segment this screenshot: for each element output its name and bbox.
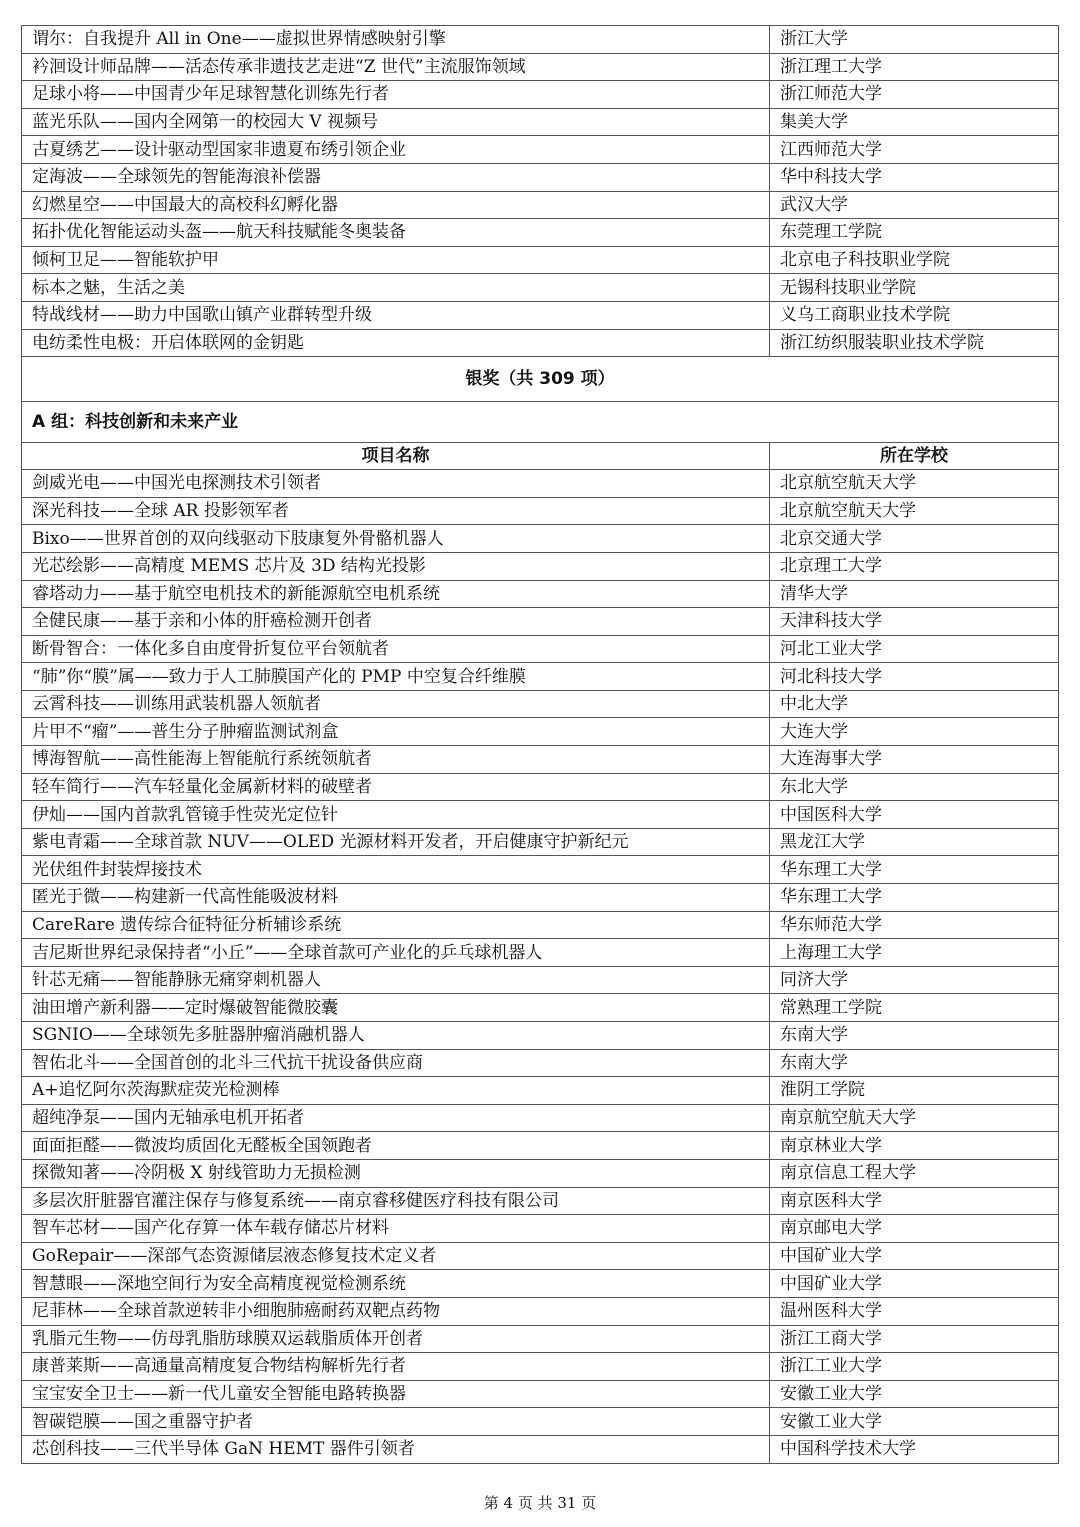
school-cell: 华东理工大学 — [770, 884, 1059, 912]
project-name-cell: 博海智航——高性能海上智能航行系统领航者 — [22, 746, 770, 774]
table-row — [22, 1270, 1059, 1298]
project-name-cell: 光芯绘影——高精度 MEMS 芯片及 3D 结构光投影 — [22, 552, 770, 580]
table-row — [22, 497, 1059, 525]
school-cell: 华东理工大学 — [770, 856, 1059, 884]
school-cell: 东北大学 — [770, 773, 1059, 801]
school-cell: 江西师范大学 — [770, 136, 1059, 164]
project-name-cell: A+追忆阿尔茨海默症荧光检测棒 — [22, 1077, 770, 1105]
school-cell: 北京理工大学 — [770, 552, 1059, 580]
top-rows — [22, 26, 1059, 357]
project-name-cell: 多层次肝脏器官灌注保存与修复系统——南京睿移健医疗科技有限公司 — [22, 1187, 770, 1215]
school-cell: 浙江师范大学 — [770, 81, 1059, 109]
table-row — [22, 246, 1059, 274]
project-name-cell: 轻车简行——汽车轻量化金属新材料的破壁者 — [22, 773, 770, 801]
table-row — [22, 690, 1059, 718]
school-cell: 南京林业大学 — [770, 1132, 1059, 1160]
table-row — [22, 1242, 1059, 1270]
project-name-cell: 特战线材——助力中国歌山镇产业群转型升级 — [22, 301, 770, 329]
project-name-cell: SGNIO——全球领先多脏器肿瘤消融机器人 — [22, 1022, 770, 1050]
table-row — [22, 26, 1059, 54]
project-name-cell: 芯创科技——三代半导体 GaN HEMT 器件引领者 — [22, 1435, 770, 1463]
school-cell: 北京交通大学 — [770, 525, 1059, 553]
table-row — [22, 53, 1059, 81]
project-name-cell: 睿塔动力——基于航空电机技术的新能源航空电机系统 — [22, 580, 770, 608]
silver-rows — [22, 470, 1059, 1463]
school-cell: 浙江大学 — [770, 26, 1059, 54]
school-cell: 华东师范大学 — [770, 911, 1059, 939]
table-row — [22, 994, 1059, 1022]
table-row — [22, 801, 1059, 829]
school-cell: 淮阴工学院 — [770, 1077, 1059, 1105]
project-name-cell: 乳脂元生物——仿母乳脂肪球膜双运载脂质体开创者 — [22, 1325, 770, 1353]
table-row — [22, 1104, 1059, 1132]
project-name-cell: 智慧眼——深地空间行为安全高精度视觉检测系统 — [22, 1270, 770, 1298]
school-cell: 中国矿业大学 — [770, 1242, 1059, 1270]
table-row — [22, 1297, 1059, 1325]
project-name-cell: GoRepair——深部气态资源储层液态修复技术定义者 — [22, 1242, 770, 1270]
project-name-cell: 谓尔：自我提升 All in One——虚拟世界情感映射引擎 — [22, 26, 770, 54]
table-row — [22, 1159, 1059, 1187]
school-cell: 中北大学 — [770, 690, 1059, 718]
table-row — [22, 580, 1059, 608]
project-name-cell: 云霄科技——训练用武装机器人领航者 — [22, 690, 770, 718]
project-name-cell: 深光科技——全球 AR 投影领军者 — [22, 497, 770, 525]
school-cell: 集美大学 — [770, 108, 1059, 136]
school-cell: 北京航空航天大学 — [770, 497, 1059, 525]
table-row — [22, 1408, 1059, 1436]
school-cell: 浙江工业大学 — [770, 1353, 1059, 1381]
school-cell: 大连海事大学 — [770, 746, 1059, 774]
school-cell: 清华大学 — [770, 580, 1059, 608]
table-row — [22, 884, 1059, 912]
school-cell: 南京邮电大学 — [770, 1215, 1059, 1243]
table-row — [22, 136, 1059, 164]
project-name-cell: 吉尼斯世界纪录保持者“小丘”——全球首款可产业化的乒乓球机器人 — [22, 939, 770, 967]
project-name-cell: 油田增产新利器——定时爆破智能微胶囊 — [22, 994, 770, 1022]
header-project-name: 项目名称 — [22, 443, 770, 470]
project-name-cell: 剑威光电——中国光电探测技术引领者 — [22, 470, 770, 498]
school-cell: 中国科学技术大学 — [770, 1435, 1059, 1463]
school-cell: 武汉大学 — [770, 191, 1059, 219]
project-name-cell: 蓝光乐队——国内全网第一的校园大 V 视频号 — [22, 108, 770, 136]
school-cell: 无锡科技职业学院 — [770, 274, 1059, 302]
project-name-cell: 足球小将——中国青少年足球智慧化训练先行者 — [22, 81, 770, 109]
school-cell: 北京航空航天大学 — [770, 470, 1059, 498]
school-cell: 浙江理工大学 — [770, 53, 1059, 81]
school-cell: 华中科技大学 — [770, 163, 1059, 191]
project-name-cell: 定海波——全球领先的智能海浪补偿器 — [22, 163, 770, 191]
project-name-cell: 超纯净泵——国内无轴承电机开拓者 — [22, 1104, 770, 1132]
group-title: A 组：科技创新和未来产业 — [22, 402, 1059, 443]
section-title: 银奖（共 309 项） — [22, 357, 1059, 402]
silver-section — [22, 357, 1059, 470]
table-row — [22, 274, 1059, 302]
project-name-cell: Bixo——世界首创的双向线驱动下肢康复外骨骼机器人 — [22, 525, 770, 553]
project-name-cell: 针芯无痛——智能静脉无痛穿刺机器人 — [22, 966, 770, 994]
school-cell: 河北工业大学 — [770, 635, 1059, 663]
table-row — [22, 1325, 1059, 1353]
project-name-cell: 幻燃星空——中国最大的高校科幻孵化器 — [22, 191, 770, 219]
table-row — [22, 939, 1059, 967]
school-cell: 安徽工业大学 — [770, 1380, 1059, 1408]
page-footer: 第 4 页 共 31 页 — [483, 1494, 597, 1512]
header-row — [22, 443, 1059, 470]
school-cell: 温州医科大学 — [770, 1297, 1059, 1325]
school-cell: 天津科技大学 — [770, 608, 1059, 636]
school-cell: 南京航空航天大学 — [770, 1104, 1059, 1132]
table-row — [22, 108, 1059, 136]
project-name-cell: 古夏绣艺——设计驱动型国家非遗夏布绣引领企业 — [22, 136, 770, 164]
school-cell: 上海理工大学 — [770, 939, 1059, 967]
award-table — [21, 25, 1059, 1464]
school-cell: 中国医科大学 — [770, 801, 1059, 829]
project-name-cell: 宝宝安全卫士——新一代儿童安全智能电路转换器 — [22, 1380, 770, 1408]
table-row — [22, 1049, 1059, 1077]
project-name-cell: CareRare 遗传综合征特征分析辅诊系统 — [22, 911, 770, 939]
table-row — [22, 1215, 1059, 1243]
section-title-row — [22, 357, 1059, 402]
project-name-cell: 伊灿——国内首款乳管镜手性荧光定位针 — [22, 801, 770, 829]
table-row — [22, 329, 1059, 357]
school-cell: 常熟理工学院 — [770, 994, 1059, 1022]
group-title-row — [22, 402, 1059, 443]
table-row — [22, 525, 1059, 553]
project-name-cell: 断骨智合：一体化多自由度骨折复位平台领航者 — [22, 635, 770, 663]
school-cell: 南京医科大学 — [770, 1187, 1059, 1215]
table-row — [22, 1077, 1059, 1105]
project-name-cell: 衿洄设计师品牌——活态传承非遗技艺走进“Z 世代”主流服饰领域 — [22, 53, 770, 81]
project-name-cell: 倾柯卫足——智能软护甲 — [22, 246, 770, 274]
table-row — [22, 1435, 1059, 1463]
project-name-cell: 电纺柔性电极：开启体联网的金钥匙 — [22, 329, 770, 357]
table-row — [22, 828, 1059, 856]
project-name-cell: 智碳铠膜——国之重器守护者 — [22, 1408, 770, 1436]
school-cell: 中国矿业大学 — [770, 1270, 1059, 1298]
table-row — [22, 966, 1059, 994]
school-cell: 浙江工商大学 — [770, 1325, 1059, 1353]
table-row — [22, 663, 1059, 691]
school-cell: 南京信息工程大学 — [770, 1159, 1059, 1187]
school-cell: 东莞理工学院 — [770, 219, 1059, 247]
table-row — [22, 746, 1059, 774]
table-row — [22, 635, 1059, 663]
table-row — [22, 219, 1059, 247]
project-name-cell: 智佑北斗——全国首创的北斗三代抗干扰设备供应商 — [22, 1049, 770, 1077]
table-row — [22, 1353, 1059, 1381]
table-row — [22, 163, 1059, 191]
table-row — [22, 773, 1059, 801]
project-name-cell: 片甲不“瘤”——普生分子肿瘤监测试剂盒 — [22, 718, 770, 746]
school-cell: 黑龙江大学 — [770, 828, 1059, 856]
table-row — [22, 81, 1059, 109]
project-name-cell: 面面拒醛——微波均质固化无醛板全国领跑者 — [22, 1132, 770, 1160]
project-name-cell: 拓扑优化智能运动头盔——航天科技赋能冬奥装备 — [22, 219, 770, 247]
school-cell: 北京电子科技职业学院 — [770, 246, 1059, 274]
table-row — [22, 552, 1059, 580]
project-name-cell: 光伏组件封装焊接技术 — [22, 856, 770, 884]
project-name-cell: 标本之魅，生活之美 — [22, 274, 770, 302]
school-cell: 大连大学 — [770, 718, 1059, 746]
school-cell: 东南大学 — [770, 1049, 1059, 1077]
table-row — [22, 191, 1059, 219]
table-row — [22, 470, 1059, 498]
table-row — [22, 911, 1059, 939]
table-row — [22, 1380, 1059, 1408]
project-name-cell: 匿光于微——构建新一代高性能吸波材料 — [22, 884, 770, 912]
project-name-cell: 智车芯材——国产化存算一体车载存储芯片材料 — [22, 1215, 770, 1243]
school-cell: 义乌工商职业技术学院 — [770, 301, 1059, 329]
table-row — [22, 856, 1059, 884]
school-cell: 河北科技大学 — [770, 663, 1059, 691]
table-row — [22, 608, 1059, 636]
project-name-cell: 探微知著——冷阴极 X 射线管助力无损检测 — [22, 1159, 770, 1187]
project-name-cell: 全健民康——基于亲和小体的肝癌检测开创者 — [22, 608, 770, 636]
project-name-cell: 尼菲林——全球首款逆转非小细胞肺癌耐药双靶点药物 — [22, 1297, 770, 1325]
table-row — [22, 1132, 1059, 1160]
header-school: 所在学校 — [770, 443, 1059, 470]
school-cell: 东南大学 — [770, 1022, 1059, 1050]
project-name-cell: 康普莱斯——高通量高精度复合物结构解析先行者 — [22, 1353, 770, 1381]
school-cell: 安徽工业大学 — [770, 1408, 1059, 1436]
table-row — [22, 1187, 1059, 1215]
table-row — [22, 1022, 1059, 1050]
table-row — [22, 301, 1059, 329]
table-row — [22, 718, 1059, 746]
school-cell: 浙江纺织服装职业技术学院 — [770, 329, 1059, 357]
project-name-cell: “肺”你“膜”属——致力于人工肺膜国产化的 PMP 中空复合纤维膜 — [22, 663, 770, 691]
project-name-cell: 紫电青霜——全球首款 NUV——OLED 光源材料开发者，开启健康守护新纪元 — [22, 828, 770, 856]
school-cell: 同济大学 — [770, 966, 1059, 994]
